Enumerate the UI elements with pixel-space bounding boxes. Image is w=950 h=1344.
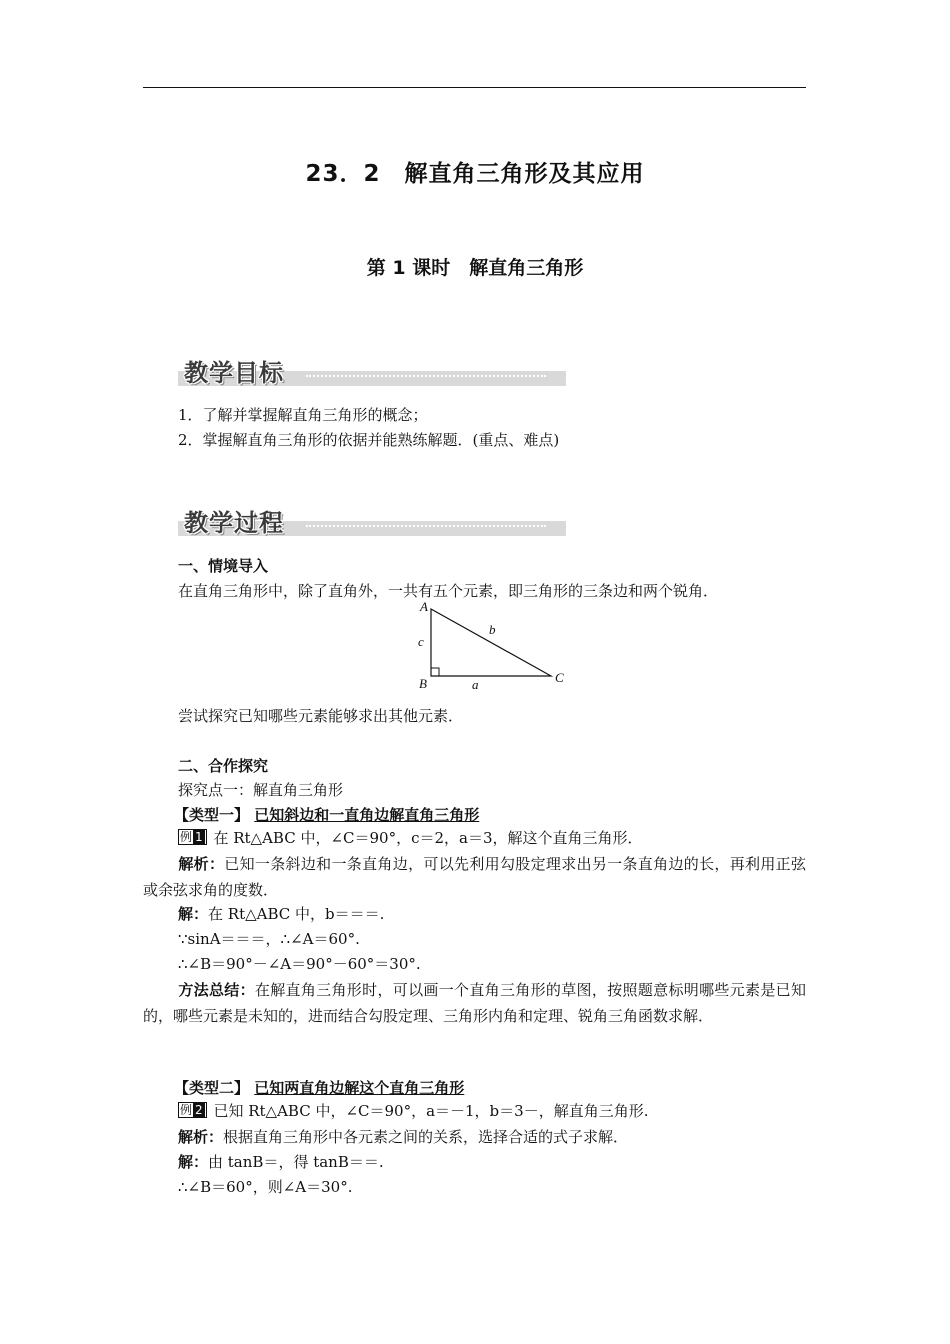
part2-heading: 二、合作探究 [178,757,269,775]
type2-title: 已知两直角边解这个直角三角形 [254,1079,465,1097]
analysis1-text: 已知一条斜边和一条直角边，可以先利用勾股定理求出另一条直角边的长，再利用正弦或余弦求角的度数． [143,855,806,899]
type1-title: 已知斜边和一直角边解直角三角形 [254,806,480,824]
point1-heading: 探究点一：解直角三角形 [178,781,344,799]
part1-question: 尝试探究已知哪些元素能够求出其他元素． [178,707,464,725]
example1-line [178,828,643,848]
type1-heading [174,805,479,825]
goals-banner [178,353,566,389]
solution2-text1: 由 tanB＝，得 tanB＝＝. [208,1153,384,1171]
summary-label: 方法总结： [178,981,255,999]
right-angle-mark [431,668,439,676]
example2-line [178,1101,648,1121]
example1-analysis [143,851,806,903]
solution2-line2: ∴∠B＝60°，则∠A＝30°. [178,1178,353,1196]
part1-heading: 一、情境导入 [178,557,269,575]
process-banner-dots [306,525,546,534]
top-rule [143,87,806,88]
process-banner [178,503,566,539]
solution1-label: 解： [178,905,209,923]
goals-banner-label: 教学目标 [184,359,284,387]
solution1-line3: ∴∠B＝90°－∠A＝90°－60°＝30°. [178,955,421,973]
vertex-a-label: A [420,599,428,614]
analysis1-label: 解析： [178,855,225,873]
page-subtitle: 第 1 课时 解直角三角形 [366,257,584,279]
part1-intro: 在直角三角形中，除了直角外，一共有五个元素，即三角形的三条边和两个锐角． [178,582,719,600]
vertex-c-label: C [555,670,564,685]
solution2-label: 解： [178,1153,209,1171]
example2-badge [178,1102,207,1118]
process-banner-label: 教学过程 [184,509,284,537]
example1-badge [178,829,207,845]
side-c-label: c [418,634,424,649]
solution1-line2: ∵sinA＝＝＝，∴∠A＝60°. [178,930,360,948]
example2-problem: 已知 Rt△ABC 中，∠C＝90°，a＝－1，b＝3－，解直角三角形. [213,1102,649,1120]
method-summary [143,977,806,1029]
triangle-shape [431,609,551,676]
example2-analysis [178,1127,628,1147]
analysis2-label: 解析： [178,1128,224,1146]
side-a-label: a [472,677,479,692]
example1-problem: 在 Rt△ABC 中，∠C＝90°，c＝2，a＝3，解这个直角三角形． [213,829,643,847]
side-b-label: b [489,622,496,637]
goal-item-2: 2．掌握解直角三角形的依据并能熟练解题．(重点、难点) [178,431,560,449]
type2-heading [174,1078,464,1098]
solution1-line1 [178,904,384,924]
right-triangle-figure [412,597,572,693]
goal-item-1: 1．了解并掌握解直角三角形的概念； [178,406,428,424]
page-title: 23．2 解直角三角形及其应用 [305,161,645,187]
example2-badge-text: 例 [180,1103,193,1117]
example2-badge-num: 2 [195,1103,203,1117]
analysis2-text: 根据直角三角形中各元素之间的关系，选择合适的式子求解． [223,1128,629,1146]
vertex-b-label: B [419,676,427,691]
summary-text: 在解直角三角形时，可以画一个直角三角形的草图，按照题意标明哪些元素是已知的，哪些元素是未知的，进而结合勾股定理、三角形内角和定理、锐角三角函数求解． [143,981,806,1025]
type2-tag: 【类型二】 [174,1079,250,1097]
example1-badge-num: 1 [195,830,203,844]
solution1-text1: 在 Rt△ABC 中，b＝＝＝. [208,905,385,923]
type1-tag: 【类型一】 [174,806,250,824]
solution2-line1 [178,1152,384,1172]
goals-banner-dots [306,375,546,384]
example1-badge-text: 例 [180,830,193,844]
